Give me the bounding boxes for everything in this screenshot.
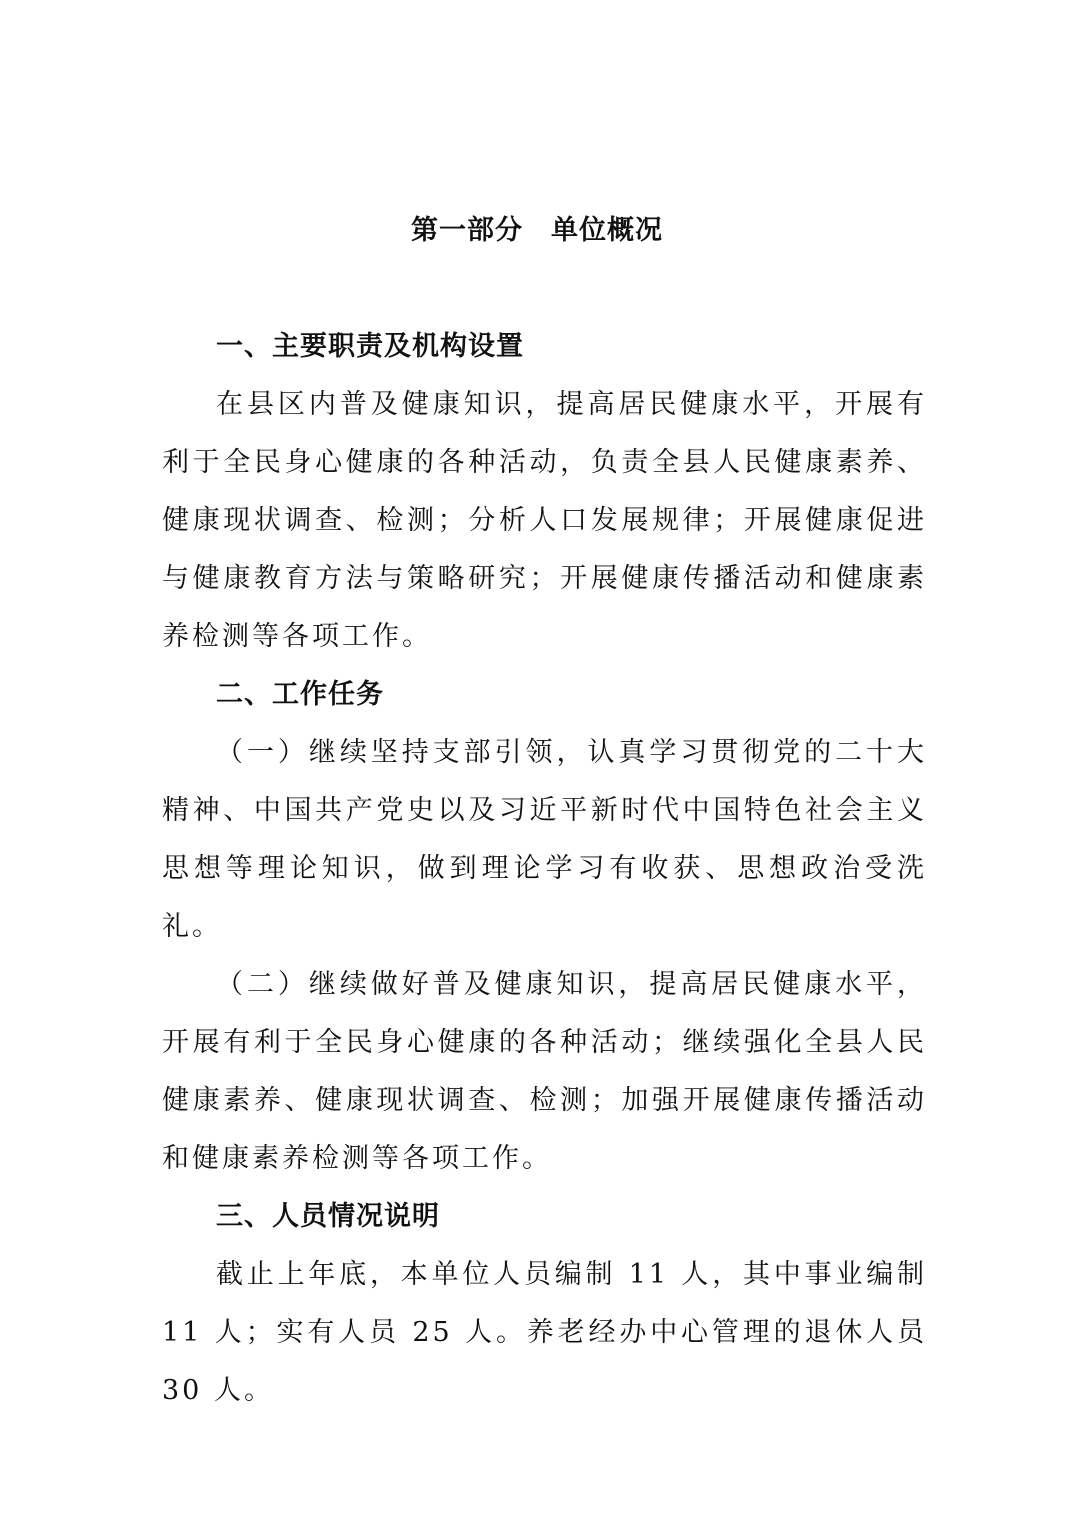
title-part: 第一部分 [411, 215, 523, 246]
paragraph-task-2: （二）继续做好普及健康知识，提高居民健康水平，开展有利于全民身心健康的各种活动；继续强化全县人民健康素养、健康现状调查、检测；加强开展健康传播活动和健康素养检测等各项工作。 [162, 969, 927, 1174]
section-heading-tasks: 二、工作任务 [216, 679, 384, 710]
paragraph-staff: 截止上年底，本单位人员编制 11 人，其中事业编制 11 人；实有人员 25 人。养老经办中心管理的退休人员 30 人。 [162, 1259, 927, 1406]
paragraph-duties: 在县区内普及健康知识，提高居民健康水平，开展有利于全民身心健康的各种活动，负责全县人民健康素养、健康现状调查、检测；分析人口发展规律；开展健康促进与健康教育方法与策略研究；开展健康传播活动和健康素养检测等各项工作。 [162, 389, 927, 652]
title-name: 单位概况 [551, 215, 663, 246]
document-body [162, 318, 927, 1420]
section-heading-duties: 一、主要职责及机构设置 [216, 331, 524, 362]
paragraph-task-1: （一）继续坚持支部引领，认真学习贯彻党的二十大精神、中国共产党史以及习近平新时代中国特色社会主义思想等理论知识，做到理论学习有收获、思想政治受洗礼。 [162, 737, 927, 942]
section-heading-staff: 三、人员情况说明 [216, 1201, 440, 1232]
page-title [0, 208, 1074, 247]
